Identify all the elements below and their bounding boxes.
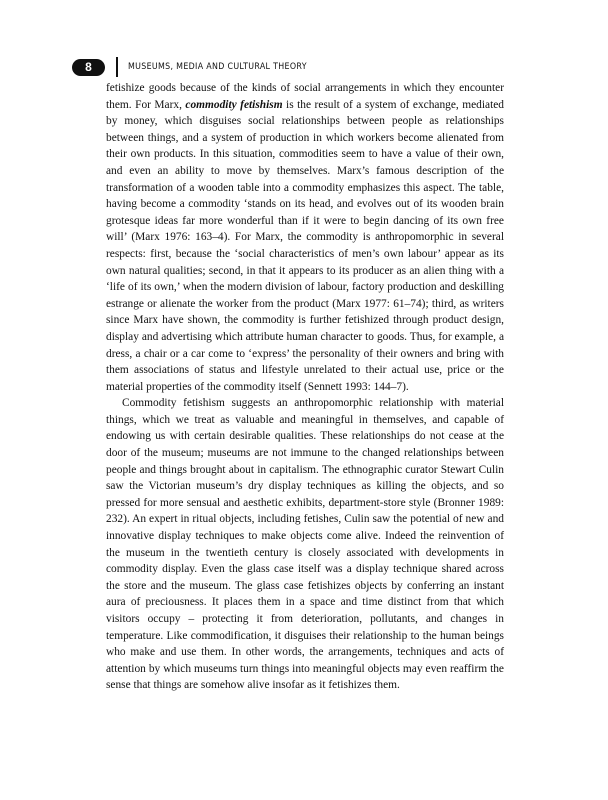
paragraph-2: Commodity fetishism suggests an anthropomorphic relationship with material things, which we treat as valuable and meaningful in themselves, and capable of endowing us with certain desirable qualities. These relationships do not cease at the door of the museum; museums are not immune to the changed relationships between people and things brought about in capitalism. The ethnographic curator Stewart Culin saw the Victorian museum’s dry display techniques as killing the objects, and so pressed for more sensual and aesthetic exhibits, department-store style (Bronner 1989: 232). An expert in ritual objects, including fetishes, Culin saw the potential of new and innovative display techniques to make objects come alive. Indeed the reinvention of the museum in the twentieth century is closely associated with developments in commodity display. Even the glass case itself was a display technique shared across the store and the museum. The glass case fetishizes objects by conferring an instant aura of preciousness. It places them in a space and time distinct from that which visitors occupy – protecting it from deterioration, pollutants, and changes in temperature. Like commodification, it disguises their relationship to the human beings who make and use them. In other words, the arrangements, techniques and acts of attention by which museums turn things into meaningful objects may even reaffirm the sense that things are somehow alive insofar as it fetishizes them. <box>106 397 504 692</box>
header-divider <box>116 57 118 77</box>
paragraph-1 <box>106 80 504 395</box>
body-text <box>106 80 504 694</box>
running-head <box>72 57 322 77</box>
paragraph-1-rest: is the result of a system of exchange, mediated by money, which disguises social relationships between people as relationships between things, and a system of production in which workers become alienated from their own products. In this situation, commodities seem to have a value of their own, and even an ability to move by themselves. Marx’s famous description of the transformation of a wooden table into a commodity emphasizes this aspect. The table, having become a commodity ‘stands on its head, and evolves out of its wooden brain grotesque ideas far more wonderful than if it were to begin dancing of its own free will’ (Marx 1976: 163–4). For Marx, the commodity is anthropomorphic in several respects: first, because the ‘social characteristics of men’s own labour’ appear as its own natural qualities; second, in that it appears to its producer as an alien thing with a ‘life of its own,’ when the modern division of labour, factory production and deskilling estrange or alienate the worker from the product (Marx 1977: 61–74); third, as writers since Marx have shown, the commodity is further fetishized through product design, display and advertising which attribute human character to goods. Thus, for example, a dress, a chair or a car come to ‘express’ the personality of their owners and bring with them associations of status and lifestyle unrelated to their actual use, price or the material properties of the commodity itself (Sennett 1993: 144–7). <box>106 98 504 393</box>
key-term: commodity fetishism <box>185 98 283 111</box>
paragraph-1-lead: fetishize goods because of the kinds of social arrangements in which they encounter them. For Marx, <box>106 82 504 111</box>
page-number-badge <box>72 59 105 76</box>
running-title: MUSEUMS, MEDIA AND CULTURAL THEORY <box>128 62 307 72</box>
page-number: 8 <box>85 60 92 74</box>
